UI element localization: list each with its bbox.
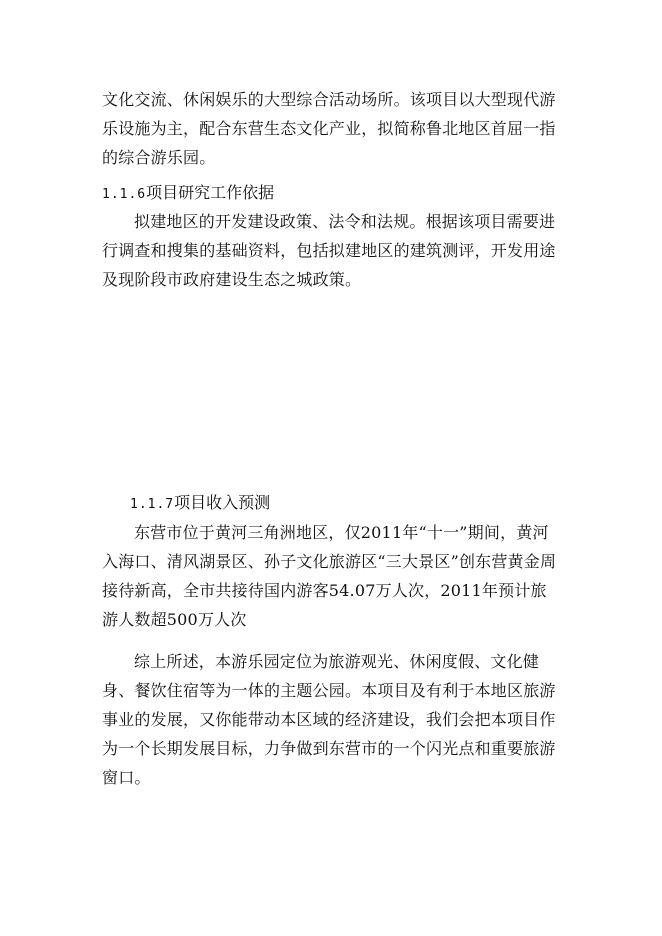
section-117-body-2: 综上所述，本游乐园定位为旅游观光、休闲度假、文化健身、餐饮住宿等为一体的主题公园。本项目及有利于本地区旅游事业的发展，又你能带动本区域的经济建设，我们会把本项目作为一个长期发展目标，力争做到东营市的一个闪光点和重要旅游窗口。 [102, 652, 556, 787]
intro-paragraph [102, 85, 560, 172]
intro-text: 文化交流、休闲娱乐的大型综合活动场所。该项目以大型现代游乐设施为主，配合东营生态文化产业，拟简称鲁北地区首屈一指的综合游乐园。 [102, 90, 556, 167]
section-116-title: 项目研究工作依据 [146, 183, 275, 202]
section-116-paragraph [102, 207, 560, 294]
section-117-paragraph-2 [102, 647, 560, 792]
section-116-number: 1.1.6 [102, 187, 147, 202]
section-117-number: 1.1.7 [130, 497, 175, 512]
section-117-body-1: 东营市位于黄河三角洲地区，仅2011年“十一”期间，黄河入海口、清风湖景区、孙子文化旅游区“三大景区”创东营黄金周接待新高，全市共接待国内游客54.07万人次，2011年预计旅游人数超500万人次 [102, 523, 557, 629]
section-117-heading [130, 488, 270, 519]
section-117-title: 项目收入预测 [174, 493, 271, 512]
section-116-body: 拟建地区的开发建设政策、法令和法规。根据该项目需要进行调查和搜集的基础资料，包括拟建地区的建筑测评，开发用途及现阶段市政府建设生态之城政策。 [102, 212, 556, 289]
section-116-heading [102, 178, 274, 209]
section-117-paragraph-1 [102, 518, 560, 634]
